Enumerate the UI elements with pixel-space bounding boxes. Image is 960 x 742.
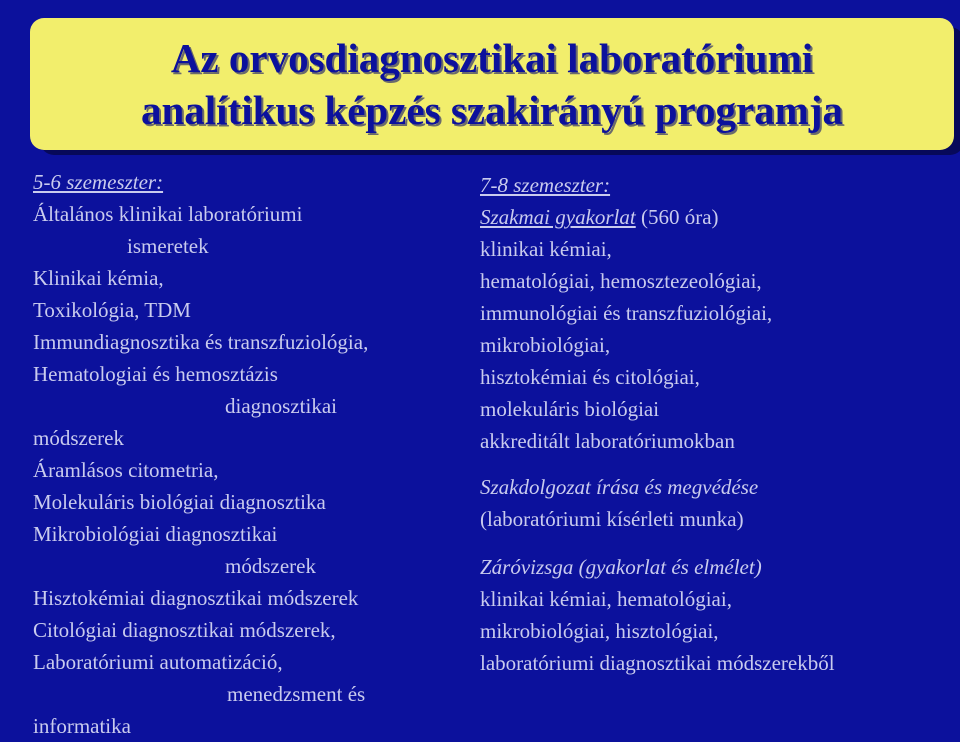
- practice-item: klinikai kémiai,: [480, 237, 612, 261]
- left-line: ismeretek: [127, 234, 209, 258]
- left-line: Áramlásos citometria,: [33, 458, 219, 482]
- left-heading: 5-6 szemeszter:: [33, 170, 164, 194]
- practice-item: immunológiai és transzfuziológiai,: [480, 301, 773, 325]
- thesis-note: (laboratóriumi kísérleti munka): [480, 507, 744, 531]
- left-line: Molekuláris biológiai diagnosztika: [33, 490, 326, 514]
- left-column: [33, 166, 473, 742]
- left-line: Hisztokémiai diagnosztikai módszerek: [33, 586, 359, 610]
- exam-item: mikrobiológiai, hisztológiai,: [480, 619, 719, 643]
- title-line-2: analítikus képzés szakirányú programja: [140, 87, 843, 133]
- left-line: Hematologiai és hemosztázis: [33, 362, 278, 386]
- left-line: informatika: [33, 714, 131, 738]
- thesis-label: Szakdolgozat írása és megvédése: [480, 475, 759, 499]
- left-line: menedzsment és: [227, 682, 366, 706]
- right-heading: 7-8 szemeszter:: [480, 173, 611, 197]
- practice-item: mikrobiológiai,: [480, 333, 611, 357]
- exam-item: laboratóriumi diagnosztikai módszerekből: [480, 651, 835, 675]
- practice-label: Szakmai gyakorlat: [480, 205, 636, 229]
- left-line: diagnosztikai: [225, 394, 337, 418]
- left-line: Általános klinikai laboratóriumi: [33, 202, 303, 226]
- practice-item: akkreditált laboratóriumokban: [480, 429, 735, 453]
- left-line: Immundiagnosztika és transzfuziológia,: [33, 330, 369, 354]
- practice-item: hematológiai, hemosztezeológiai,: [480, 269, 762, 293]
- left-line: módszerek: [33, 426, 124, 450]
- practice-line: [480, 201, 950, 233]
- left-line: Mikrobiológiai diagnosztikai: [33, 522, 278, 546]
- practice-item: molekuláris biológiai: [480, 397, 660, 421]
- exam-item: klinikai kémiai, hematológiai,: [480, 587, 732, 611]
- title-line-1: Az orvosdiagnosztikai laboratóriumi: [170, 35, 814, 81]
- left-line: Laboratóriumi automatizáció,: [33, 650, 283, 674]
- left-line: Toxikológia, TDM: [33, 298, 191, 322]
- left-line: Citológiai diagnosztikai módszerek,: [33, 618, 336, 642]
- practice-item: hisztokémiai és citológiai,: [480, 365, 700, 389]
- exam-label: Záróvizsga (gyakorlat és elmélet): [480, 555, 762, 579]
- right-column: [480, 169, 950, 679]
- title-box: [30, 18, 954, 150]
- left-line: módszerek: [225, 554, 316, 578]
- practice-hours: (560 óra): [635, 205, 719, 229]
- left-line: Klinikai kémia,: [33, 266, 164, 290]
